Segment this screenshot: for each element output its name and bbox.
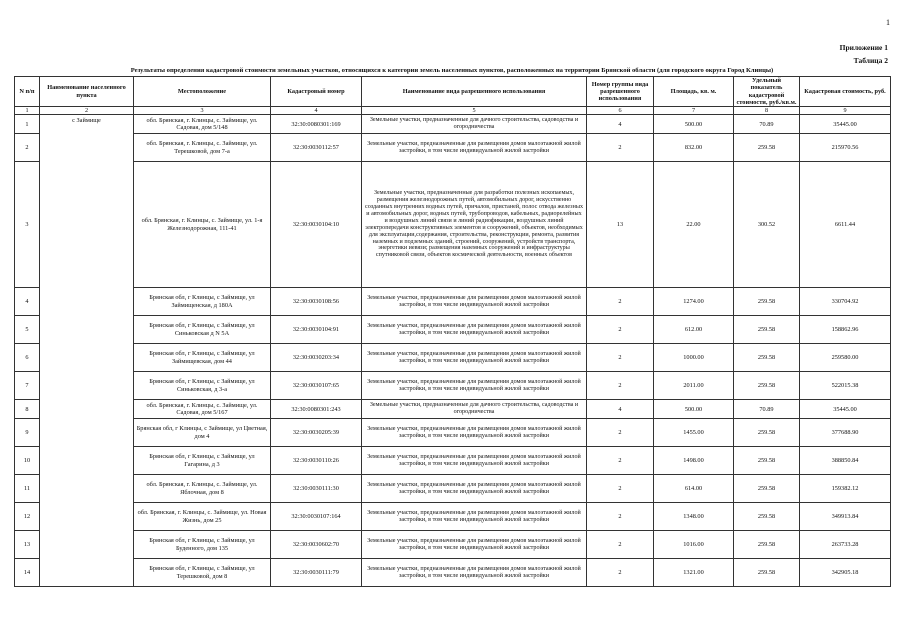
area-cell: 1321.00 bbox=[654, 559, 734, 587]
use-cell: Земельные участки, предназначенные для размещения домов малоэтажной жилой застройки, в том числе индивидуальной жилой застройки bbox=[362, 134, 587, 162]
cadastral-number-cell: 32:30:0030203:34 bbox=[271, 344, 362, 372]
table-row bbox=[15, 344, 891, 372]
cadastral-number-cell: 32:30:0030108:56 bbox=[271, 288, 362, 316]
table-row bbox=[15, 316, 891, 344]
cadastral-value-cell: 259580.00 bbox=[800, 344, 891, 372]
row-number: 7 bbox=[15, 372, 40, 400]
use-cell: Земельные участки, предназначенные для размещения домов малоэтажной жилой застройки, в том числе индивидуальной жилой застройки bbox=[362, 288, 587, 316]
cadastral-number-cell: 32:30:0030107:164 bbox=[271, 503, 362, 531]
cadastral-number-cell: 32:30:0030602:70 bbox=[271, 531, 362, 559]
header-use: Наименование вида разрешенного использования bbox=[362, 77, 587, 107]
cadastral-value-cell: 388850.84 bbox=[800, 447, 891, 475]
group-cell: 2 bbox=[587, 447, 654, 475]
location-cell: Брянская обл, г Клинцы, с Займище, ул Цветная, дом 4 bbox=[134, 419, 271, 447]
use-cell: Земельные участки, предназначенные для размещения домов малоэтажной жилой застройки, в том числе индивидуальной жилой застройки bbox=[362, 419, 587, 447]
cadastral-value-cell: 522015.38 bbox=[800, 372, 891, 400]
area-cell: 500.00 bbox=[654, 400, 734, 419]
table-row bbox=[15, 115, 891, 134]
column-number: 8 bbox=[734, 107, 800, 115]
row-number: 2 bbox=[15, 134, 40, 162]
cadastral-value-cell: 330704.92 bbox=[800, 288, 891, 316]
column-number: 9 bbox=[800, 107, 891, 115]
group-cell: 2 bbox=[587, 344, 654, 372]
table-row bbox=[15, 162, 891, 288]
group-cell: 4 bbox=[587, 115, 654, 134]
row-number: 1 bbox=[15, 115, 40, 134]
cadastral-number-cell: 32:30:0030104:91 bbox=[271, 316, 362, 344]
location-cell: Брянская обл, г Клинцы, с Займище, ул Займищевская, дом 44 bbox=[134, 344, 271, 372]
table-row bbox=[15, 559, 891, 587]
column-number: 7 bbox=[654, 107, 734, 115]
group-cell: 2 bbox=[587, 316, 654, 344]
specific-value-cell: 259.58 bbox=[734, 372, 800, 400]
location-cell: обл. Брянская, г. Клинцы, с. Займище, ул. 1-я Железнодорожная, 111-41 bbox=[134, 162, 271, 288]
column-number: 5 bbox=[362, 107, 587, 115]
row-number: 4 bbox=[15, 288, 40, 316]
settlement-name: с Займище bbox=[40, 115, 134, 587]
group-cell: 13 bbox=[587, 162, 654, 288]
header-value: Кадастровая стоимость, руб. bbox=[800, 77, 891, 107]
column-number: 1 bbox=[15, 107, 40, 115]
table-row bbox=[15, 134, 891, 162]
column-number: 2 bbox=[40, 107, 134, 115]
area-cell: 1348.00 bbox=[654, 503, 734, 531]
location-cell: обл. Брянская, г. Клинцы, с. Займище, ул. Новая Жизнь, дом 25 bbox=[134, 503, 271, 531]
specific-value-cell: 259.58 bbox=[734, 288, 800, 316]
use-cell: Земельные участки, предназначенные для размещения домов малоэтажной жилой застройки, в том числе индивидуальной жилой застройки bbox=[362, 344, 587, 372]
table-row bbox=[15, 531, 891, 559]
row-number: 5 bbox=[15, 316, 40, 344]
table-row bbox=[15, 475, 891, 503]
use-cell: Земельные участки, предназначенные для размещения домов малоэтажной жилой застройки, в том числе индивидуальной жилой застройки bbox=[362, 559, 587, 587]
location-cell: обл. Брянская, г. Клинцы, с. Займище, ул. Садовая, дом 5/148 bbox=[134, 115, 271, 134]
column-number: 6 bbox=[587, 107, 654, 115]
column-number-row bbox=[15, 107, 891, 115]
cadastral-value-cell: 6611.44 bbox=[800, 162, 891, 288]
use-cell: Земельные участки, предназначенные для дачного строительства, садоводства и огородничества bbox=[362, 115, 587, 134]
cadastral-number-cell: 32:30:0030111:79 bbox=[271, 559, 362, 587]
row-number: 10 bbox=[15, 447, 40, 475]
location-cell: обл. Брянская, г. Клинцы, с. Займище, ул. Садовая, дом 5/167 bbox=[134, 400, 271, 419]
group-cell: 2 bbox=[587, 503, 654, 531]
area-cell: 2011.00 bbox=[654, 372, 734, 400]
cadastral-value-table bbox=[14, 76, 891, 587]
use-cell: Земельные участки, предназначенные для дачного строительства, садоводства и огородничества bbox=[362, 400, 587, 419]
specific-value-cell: 259.58 bbox=[734, 344, 800, 372]
table-row bbox=[15, 447, 891, 475]
cadastral-value-cell: 35445.00 bbox=[800, 115, 891, 134]
table-row bbox=[15, 372, 891, 400]
location-cell: Брянская обл, г Клинцы, с Займище, ул Синьковская д N 5А bbox=[134, 316, 271, 344]
cadastral-value-cell: 342905.18 bbox=[800, 559, 891, 587]
specific-value-cell: 259.58 bbox=[734, 531, 800, 559]
header-settlement: Наименование населенного пункта bbox=[40, 77, 134, 107]
cadastral-number-cell: 32:30:0080301:169 bbox=[271, 115, 362, 134]
use-cell: Земельные участки, предназначенные для размещения домов малоэтажной жилой застройки, в том числе индивидуальной жилой застройки bbox=[362, 503, 587, 531]
header-cadastral: Кадастровый номер bbox=[271, 77, 362, 107]
specific-value-cell: 259.58 bbox=[734, 559, 800, 587]
cadastral-value-cell: 35445.00 bbox=[800, 400, 891, 419]
row-number: 11 bbox=[15, 475, 40, 503]
location-cell: Брянская обл, г Клинцы, с Займище, ул Гагарина, д 3 bbox=[134, 447, 271, 475]
header-group: Номер группы вида разрешенного использования bbox=[587, 77, 654, 107]
table-row bbox=[15, 288, 891, 316]
group-cell: 2 bbox=[587, 531, 654, 559]
group-cell: 2 bbox=[587, 288, 654, 316]
cadastral-value-cell: 159382.12 bbox=[800, 475, 891, 503]
specific-value-cell: 259.58 bbox=[734, 447, 800, 475]
area-cell: 1274.00 bbox=[654, 288, 734, 316]
group-cell: 2 bbox=[587, 559, 654, 587]
cadastral-number-cell: 32:30:0030107:65 bbox=[271, 372, 362, 400]
use-cell: Земельные участки, предназначенные для размещения домов малоэтажной жилой застройки, в том числе индивидуальной жилой застройки bbox=[362, 447, 587, 475]
header-area: Площадь, кв. м. bbox=[654, 77, 734, 107]
specific-value-cell: 70.89 bbox=[734, 400, 800, 419]
page-number: 1 bbox=[886, 18, 890, 27]
row-number: 8 bbox=[15, 400, 40, 419]
cadastral-number-cell: 32:30:0030205:39 bbox=[271, 419, 362, 447]
row-number: 12 bbox=[15, 503, 40, 531]
cadastral-number-cell: 32:30:0080301:243 bbox=[271, 400, 362, 419]
area-cell: 1016.00 bbox=[654, 531, 734, 559]
location-cell: Брянская обл, г Клинцы, с Займище, ул Синьковская, д 3-а bbox=[134, 372, 271, 400]
use-cell: Земельные участки, предназначенные для размещения домов малоэтажной жилой застройки, в том числе индивидуальной жилой застройки bbox=[362, 531, 587, 559]
specific-value-cell: 259.58 bbox=[734, 419, 800, 447]
cadastral-value-cell: 263733.28 bbox=[800, 531, 891, 559]
location-cell: обл. Брянская, г. Клинцы, с. Займище, ул. Терешковой, дом 7-а bbox=[134, 134, 271, 162]
area-cell: 614.00 bbox=[654, 475, 734, 503]
location-cell: Брянская обл, г Клинцы, с Займище, ул Займищенская, д 180А bbox=[134, 288, 271, 316]
table-row bbox=[15, 503, 891, 531]
table-label: Таблица 2 bbox=[853, 56, 888, 65]
area-cell: 612.00 bbox=[654, 316, 734, 344]
area-cell: 1498.00 bbox=[654, 447, 734, 475]
row-number: 6 bbox=[15, 344, 40, 372]
area-cell: 1455.00 bbox=[654, 419, 734, 447]
row-number: 13 bbox=[15, 531, 40, 559]
table-row bbox=[15, 400, 891, 419]
row-number: 9 bbox=[15, 419, 40, 447]
appendix-label: Приложение 1 bbox=[839, 43, 888, 52]
area-cell: 22.00 bbox=[654, 162, 734, 288]
cadastral-number-cell: 32:30:0030110:26 bbox=[271, 447, 362, 475]
group-cell: 2 bbox=[587, 134, 654, 162]
row-number: 14 bbox=[15, 559, 40, 587]
specific-value-cell: 259.58 bbox=[734, 316, 800, 344]
cadastral-value-cell: 215970.56 bbox=[800, 134, 891, 162]
cadastral-number-cell: 32:30:0030112:57 bbox=[271, 134, 362, 162]
cadastral-value-cell: 158862.96 bbox=[800, 316, 891, 344]
header-num: N п/п bbox=[15, 77, 40, 107]
area-cell: 500.00 bbox=[654, 115, 734, 134]
group-cell: 2 bbox=[587, 372, 654, 400]
cadastral-value-cell: 377688.90 bbox=[800, 419, 891, 447]
specific-value-cell: 259.58 bbox=[734, 503, 800, 531]
row-number: 3 bbox=[15, 162, 40, 288]
use-cell: Земельные участки, предназначенные для размещения домов малоэтажной жилой застройки, в том числе индивидуальной жилой застройки bbox=[362, 475, 587, 503]
cadastral-number-cell: 32:30:0030111:30 bbox=[271, 475, 362, 503]
location-cell: Брянская обл, г Клинцы, с Займище, ул Терешковой, дом 8 bbox=[134, 559, 271, 587]
area-cell: 1000.00 bbox=[654, 344, 734, 372]
cadastral-number-cell: 32:30:0030104:10 bbox=[271, 162, 362, 288]
column-number: 3 bbox=[134, 107, 271, 115]
column-number: 4 bbox=[271, 107, 362, 115]
table-row bbox=[15, 419, 891, 447]
specific-value-cell: 70.89 bbox=[734, 115, 800, 134]
specific-value-cell: 259.58 bbox=[734, 134, 800, 162]
location-cell: обл. Брянская, г. Клинцы, с. Займище, ул. Яблочная, дом 8 bbox=[134, 475, 271, 503]
use-cell: Земельные участки, предназначенные для размещения домов малоэтажной жилой застройки, в том числе индивидуальной жилой застройки bbox=[362, 372, 587, 400]
specific-value-cell: 259.58 bbox=[734, 475, 800, 503]
header-row bbox=[15, 77, 891, 107]
group-cell: 2 bbox=[587, 475, 654, 503]
document-title: Результаты определения кадастровой стоимости земельных участков, относящихся к категории земель населенных пунктов, расположенных на территории Брянской области (для городского округа Город Клинцы) bbox=[130, 67, 774, 74]
location-cell: Брянская обл, г Клинцы, с Займище, ул Буденного, дом 135 bbox=[134, 531, 271, 559]
area-cell: 832.00 bbox=[654, 134, 734, 162]
use-cell: Земельные участки, предназначенные для разработки полезных ископаемых, размещения железнодорожных путей, автомобильных дорог, искусственно созданных внутренних водных путей, причалов, пристаней, полос отвода железных и автомобильных дорог, водных путей, трубопроводов, кабельных, радиорелейных и воздушных линий связи и линий радиофикации, воздушных линий электропередачи конструктивных элементов и сооружений, объектов, необходимых для эксплуатации,содержания, строительства, реконструкции, ремонта, развития наземных и подземных зданий, строений, сооружений, устройств транспорта, энергетики иевязи; размещения наземных сооружений и инфраструктуры спутниковой связи, объектов космической деятельности, военных объектов bbox=[362, 162, 587, 288]
specific-value-cell: 300.52 bbox=[734, 162, 800, 288]
header-location: Местоположение bbox=[134, 77, 271, 107]
use-cell: Земельные участки, предназначенные для размещения домов малоэтажной жилой застройки, в том числе индивидуальной жилой застройки bbox=[362, 316, 587, 344]
group-cell: 4 bbox=[587, 400, 654, 419]
group-cell: 2 bbox=[587, 419, 654, 447]
cadastral-value-cell: 349913.84 bbox=[800, 503, 891, 531]
header-specific: Удельный показатель кадастровой стоимости, руб./кв.м. bbox=[734, 77, 800, 107]
